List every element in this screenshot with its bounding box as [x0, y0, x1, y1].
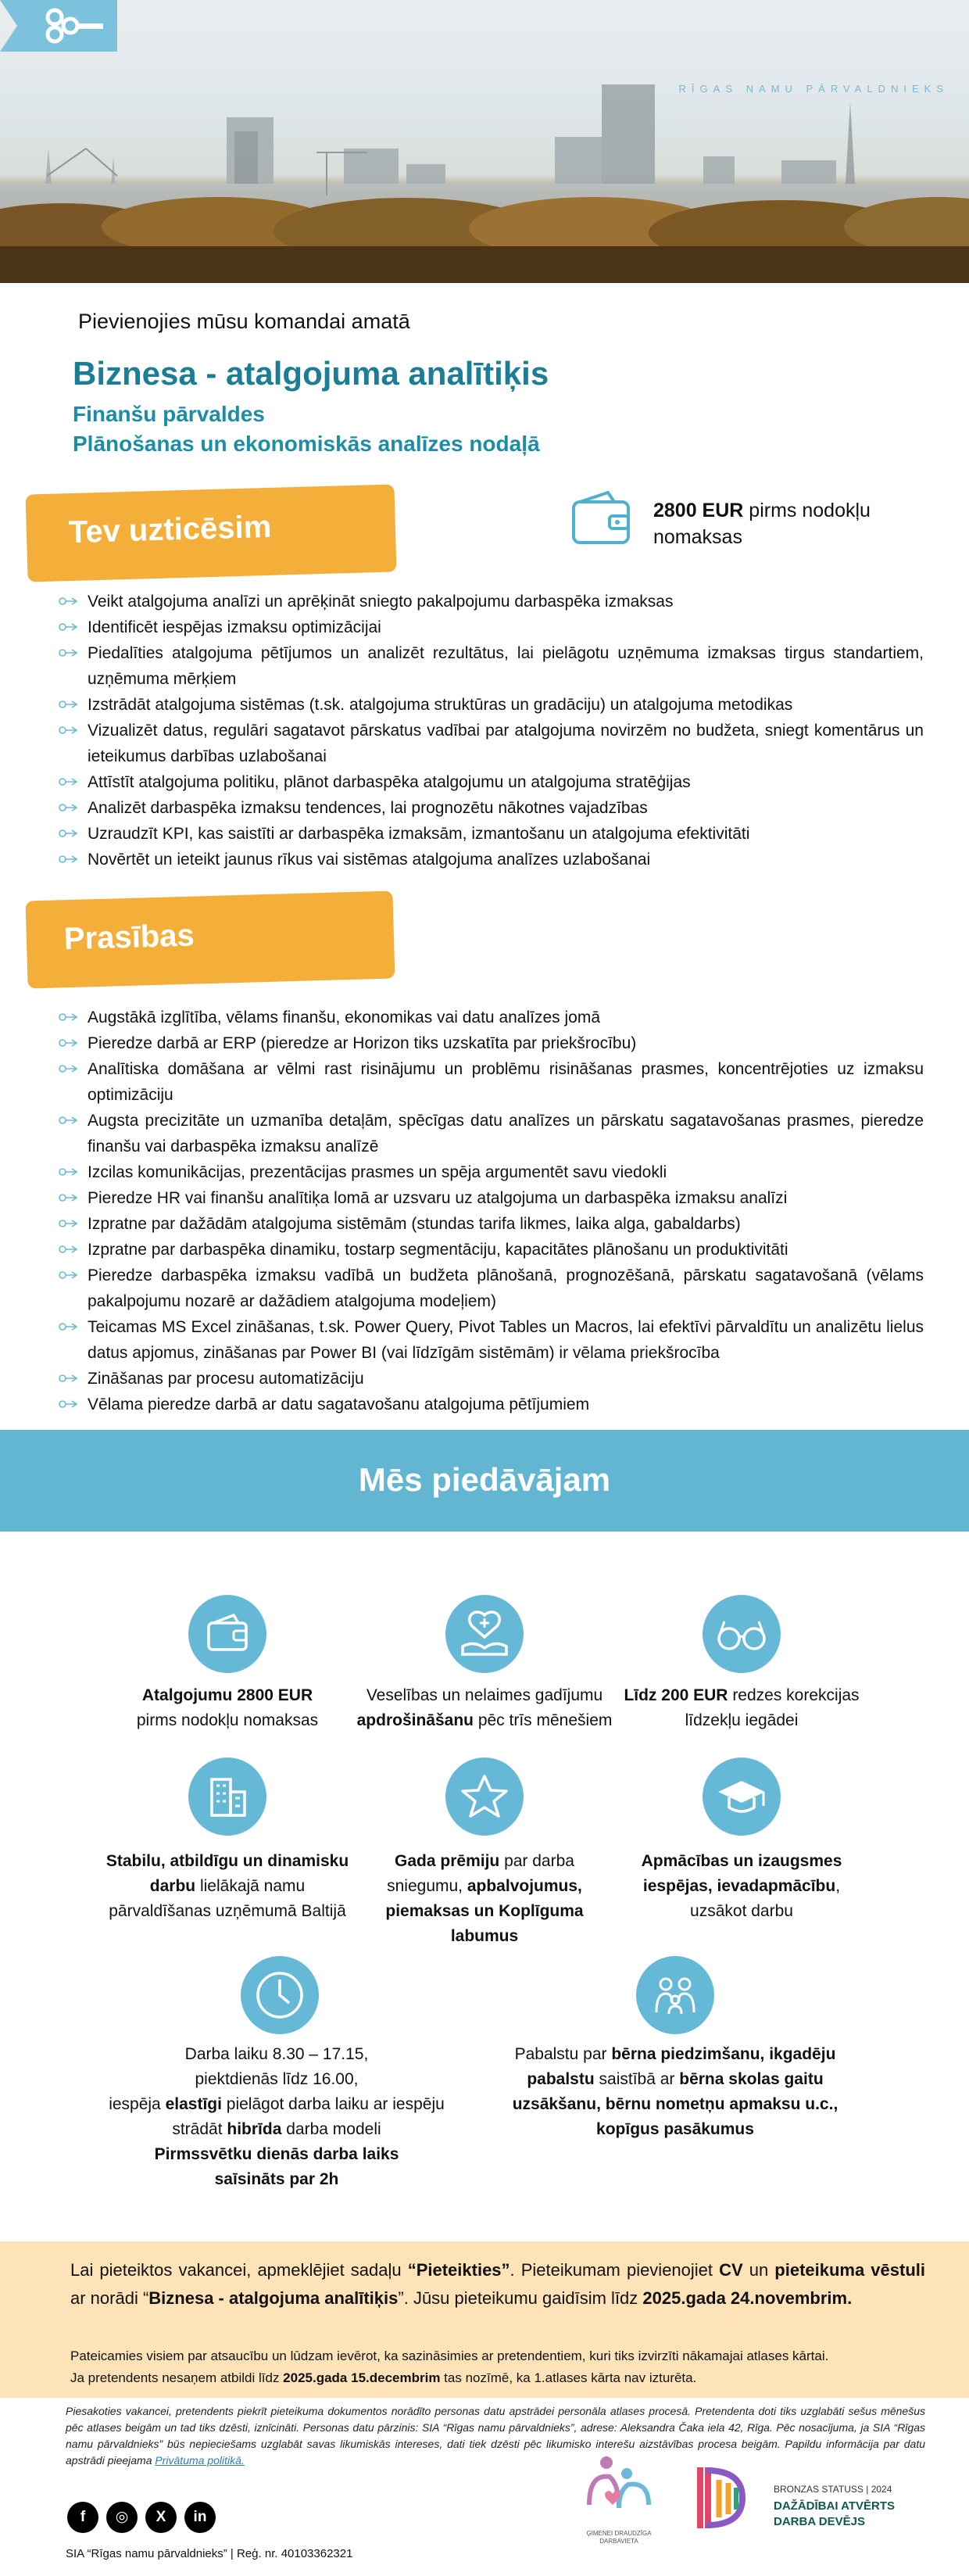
application-instructions: Lai pieteiktos vakancei, apmeklējiet sadaļu “Pieteikties”. Pieteikumam pievienojiet CV un pieteikuma vēstuli ar norādi “Biznesa - atalgojuma analītiķis”. Jūsu pieteikumu gaidīsim līdz 2025.gada 24.novembrim.: [70, 2260, 925, 2308]
clock-icon: [241, 1956, 319, 2034]
bullet-arrow-icon: [56, 1192, 78, 1203]
diversity-line2: DARBA DEVĒJS: [774, 2515, 865, 2528]
list-item: [56, 821, 924, 847]
family-friendly-badge-text: ĢIMENEI DRAUDZĪGA DARBAVIETA: [586, 2530, 652, 2545]
family-friendly-badge: [578, 2450, 660, 2528]
bullet-arrow-icon: [56, 1244, 78, 1255]
list-item-text: Pieredze darbaspēka izmaksu vadībā un budžeta plānošanā, prognozēšanā, pārskatu sagatavošanā (vēlams pakalpojumu nozarē ar dažādiem atalgojuma modeļiem): [88, 1267, 924, 1310]
list-item-text: Attīstīt atalgojuma politiku, plānot darbaspēka atalgojumu un atalgojuma stratēģijas: [88, 773, 691, 791]
facebook-icon[interactable]: f: [67, 2502, 98, 2533]
health-insurance-icon: [445, 1595, 524, 1673]
instagram-icon[interactable]: ◎: [106, 2502, 138, 2533]
benefit-salary: Atalgojumu 2800 EUR pirms nodokļu nomaksas: [136, 1686, 319, 1729]
bullet-arrow-icon: [56, 725, 78, 736]
list-item-text: Analizēt darbaspēka izmaksu tendences, lai prognozētu nākotnes vajadzības: [88, 799, 648, 817]
benefit-stable-work: Stabilu, atbildīgu un dinamisku darbu lielākajā namu pārvaldīšanas uzņēmumā Baltijā: [105, 1852, 349, 1920]
list-item-text: Zināšanas par procesu automatizāciju: [88, 1370, 364, 1388]
bullet-arrow-icon: [56, 1037, 78, 1048]
list-item-text: Vizualizēt datus, regulāri sagatavot pārskatus vadībai par atalgojuma novirzēm no budžeta, sniegt komentārus un ieteikumus darbības uzlabošanai: [88, 722, 924, 765]
bullet-arrow-icon: [56, 1115, 78, 1126]
offer-banner: Mēs piedāvājam: [0, 1430, 969, 1532]
department: Finanšu pārvaldes: [73, 402, 265, 426]
list-item-text: Novērtēt un ieteikt jaunus rīkus vai sistēmas atalgojuma analīzes uzlabošanai: [88, 851, 651, 869]
bullet-arrow-icon: [56, 1321, 78, 1332]
list-item: [56, 718, 924, 769]
intro-text: Pievienojies mūsu komandai amatā: [78, 310, 410, 333]
list-item-text: Identificēt iespējas izmaksu optimizācijai: [88, 618, 381, 636]
bullet-arrow-icon: [56, 1218, 78, 1229]
list-item: [56, 1392, 924, 1417]
buildings-icon: [188, 1757, 266, 1836]
list-item-text: Izpratne par darbaspēka dinamiku, tostarp segmentāciju, kapacitātes plānošanu un produktivitāti: [88, 1241, 788, 1259]
logo-text: RĪGAS NAMU PĀRVALDNIEKS: [678, 83, 949, 95]
bullet-arrow-icon: [56, 828, 78, 839]
list-item: [56, 589, 924, 614]
wallet-icon: [188, 1595, 266, 1673]
bullet-arrow-icon: [56, 1399, 78, 1410]
list-item: [56, 1005, 924, 1030]
requirements-list: [56, 1005, 924, 1417]
list-item: [56, 1185, 924, 1211]
diversity-charter-logo: [688, 2463, 766, 2533]
glasses-icon: [703, 1595, 781, 1673]
list-item: [56, 847, 924, 872]
list-item: [56, 1237, 924, 1263]
selection-note: Pateicamies visiem par atsaucību un lūdzam ievērot, ka sazināsimies ar pretendentiem, kuri tiks izvirzīti nākamajai atlases kārtai. Ja pretendents nesaņem atbildi līdz 2025.gada 15.decembrim tas nozīmē, ka 1.atlases kārta nav izturēta.: [70, 2348, 829, 2385]
list-item-text: Teicamas MS Excel zināšanas, t.sk. Power Query, Pivot Tables un Macros, lai efektīvi pārvaldītu un analizētu lielus datus apjomus, zināšanas par Power BI (vai līdzīgām sistēmām) ir vēlama priekšrocība: [88, 1318, 924, 1362]
list-item-text: Piedalīties atalgojuma pētījumos un analizēt rezultātus, lai pielāgotu uzņēmuma izmaksas tirgus standartiem, uzņēmuma mērķiem: [88, 644, 924, 688]
hero-image: [0, 0, 969, 283]
list-item-text: Augsta precizitāte un uzmanība detaļām, spēcīgas datu analīzes un pārskatu sagatavošanas prasmes, pieredze finanšu vai darbaspēka izmaksu analīzē: [88, 1112, 924, 1155]
list-item: [56, 1211, 924, 1237]
bullet-arrow-icon: [56, 802, 78, 813]
responsibilities-list: [56, 589, 924, 872]
salary-info: 2800 EUR pirms nodokļu nomaksas: [653, 500, 871, 548]
list-item: [56, 795, 924, 821]
list-item: [56, 640, 924, 692]
list-item: [56, 614, 924, 640]
list-item: [56, 692, 924, 718]
requirements-heading: Prasības: [26, 890, 395, 988]
star-icon: [445, 1757, 524, 1836]
list-item: [56, 769, 924, 795]
list-item-text: Pieredze HR vai finanšu analītiķa lomā ar uzsvaru uz atalgojuma un darbaspēka izmaksu analīzi: [88, 1189, 788, 1207]
bullet-arrow-icon: [56, 647, 78, 658]
list-item: [56, 1108, 924, 1159]
benefit-insurance: Veselības un nelaimes gadījumu apdrošināšanu pēc trīs mēnešiem: [356, 1686, 613, 1729]
bullet-arrow-icon: [56, 596, 78, 607]
bullet-arrow-icon: [56, 622, 78, 632]
benefit-training: Apmācības un izaugsmes iespējas, ievadapmācību, uzsākot darbu: [641, 1852, 842, 1920]
graduation-cap-icon: [703, 1757, 781, 1836]
responsibilities-heading: Tev uzticēsim: [26, 484, 397, 582]
bullet-arrow-icon: [56, 699, 78, 710]
bullet-arrow-icon: [56, 1270, 78, 1281]
list-item: [56, 1314, 924, 1366]
benefit-working-hours: Darba laiku 8.30 – 17.15, piektdienās līdz 16.00, iespēja elastīgi pielāgot darba laiku ar iespēju strādāt hibrīda darba modeli Pirmssvētku dienās darba laiks saīsināts par 2h: [109, 2045, 445, 2188]
list-item-text: Pieredze darbā ar ERP (pieredze ar Horizon tiks uzskatīta par priekšrocību): [88, 1034, 637, 1052]
family-icon: [636, 1956, 714, 2034]
bullet-arrow-icon: [56, 1063, 78, 1074]
list-item-text: Augstākā izglītība, vēlams finanšu, ekonomikas vai datu analīzes jomā: [88, 1009, 601, 1026]
company-registration: SIA “Rīgas namu pārvaldnieks” | Reģ. nr. 40103362321: [66, 2547, 353, 2560]
list-item-text: Uzraudzīt KPI, kas saistīti ar darbaspēka izmaksām, izmantošanu un atalgojuma efektivitāti: [88, 825, 750, 843]
list-item: [56, 1159, 924, 1185]
list-item: [56, 1263, 924, 1314]
list-item-text: Izstrādāt atalgojuma sistēmas (t.sk. atalgojuma struktūras un gradāciju) un atalgojuma metodikas: [88, 696, 793, 714]
diversity-status: BRONZAS STATUSS | 2024: [774, 2484, 892, 2495]
bullet-arrow-icon: [56, 1373, 78, 1384]
benefit-glasses: Līdz 200 EUR redzes korekcijas līdzekļu iegādei: [624, 1686, 860, 1729]
job-title: Biznesa - atalgojuma analītiķis: [73, 355, 549, 392]
benefit-bonus: Gada prēmiju par darba sniegumu, apbalvojumus, piemaksas un Koplīguma labumus: [385, 1852, 584, 1945]
list-item: [56, 1030, 924, 1056]
bullet-arrow-icon: [56, 776, 78, 787]
privacy-note: Piesakoties vakancei, pretendents piekrīt pieteikuma dokumentos norādīto personas datu apstrādei personāla atlases procesā. Pretendenta doti tiks uzglabāti sešus mēnešus pēc atlases beigām un tad tiks dzēsti, iznīcināti. Personas datu pārzinis: SIA “Rīgas namu pārvaldnieks”, adrese: Aleksandra Čaka iela 42, Rīga. Pēc nosacījuma, ja SIA “Rīgas namu pārvaldnieks” būs nepieciešams uzglabāt savas likumiskās intereses, dati tiek dzēsti pēc likumisko interešu aizstāvības procesa beigām. Papildu informācija par datu apstrādi pieejama Privātuma politikā.: [66, 2405, 925, 2467]
diversity-line1: DAŽĀDĪBAI ATVĒRTS: [774, 2499, 895, 2513]
benefit-family-support: Pabalstu par bērna piedzimšanu, ikgadēju pabalstu saistībā ar bērna skolas gaitu uzsākšanu, bērnu nometņu apmaksu u.c., kopīgus pasākumus: [512, 2045, 838, 2138]
linkedin-icon[interactable]: in: [184, 2502, 216, 2533]
bullet-arrow-icon: [56, 1166, 78, 1177]
company-logo: [0, 0, 117, 52]
x-twitter-icon[interactable]: X: [145, 2502, 177, 2533]
bullet-arrow-icon: [56, 1012, 78, 1023]
list-item-text: Analītiska domāšana ar vēlmi rast risinājumu un problēmu risināšanas prasmes, koncentrējoties uz izmaksu optimizāciju: [88, 1060, 924, 1104]
list-item-text: Vēlama pieredze darbā ar datu sagatavošanu atalgojuma pētījumiem: [88, 1395, 590, 1413]
list-item: [56, 1366, 924, 1392]
privacy-policy-link[interactable]: Privātuma politikā.: [155, 2454, 245, 2467]
wallet-icon: [570, 491, 633, 547]
bullet-arrow-icon: [56, 854, 78, 865]
list-item-text: Izpratne par dažādām atalgojuma sistēmām (stundas tarifa likmes, laika alga, gabaldarbs): [88, 1215, 741, 1233]
list-item-text: Veikt atalgojuma analīzi un aprēķināt sniegto pakalpojumu darbaspēka izmaksas: [88, 593, 674, 611]
division: Plānošanas un ekonomiskās analīzes nodaļā: [73, 432, 540, 456]
list-item-text: Izcilas komunikācijas, prezentācijas prasmes un spēja argumentēt savu viedokli: [88, 1163, 667, 1181]
list-item: [56, 1056, 924, 1108]
